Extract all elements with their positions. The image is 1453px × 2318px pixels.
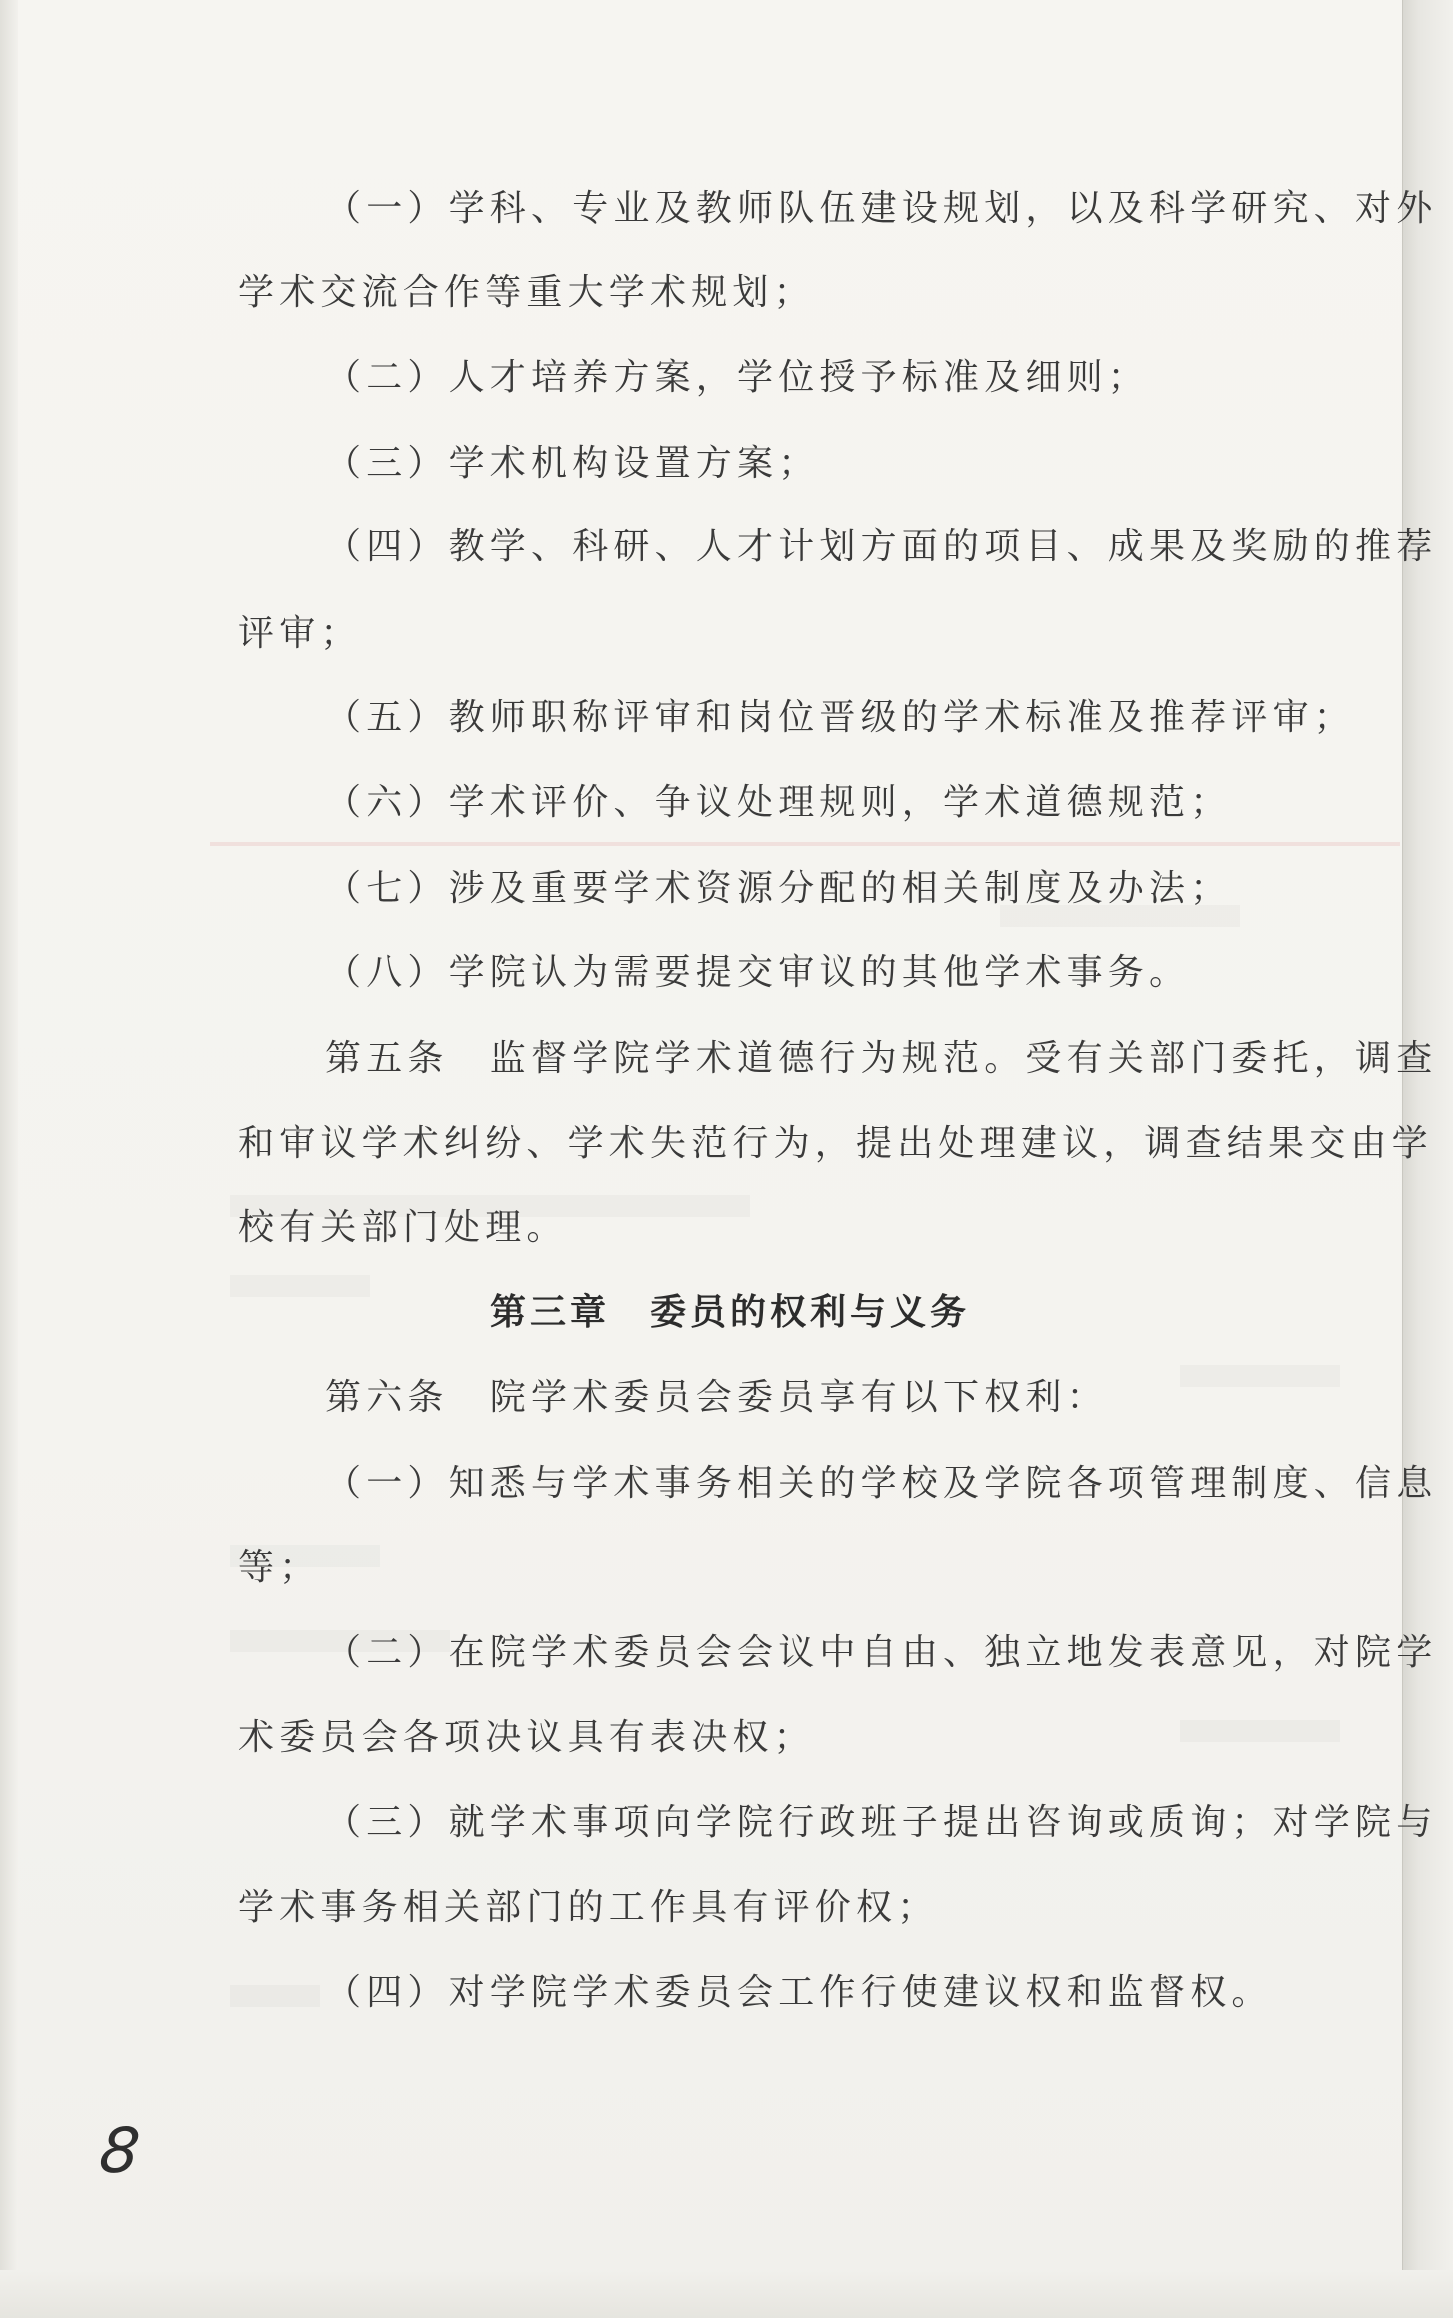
paragraph-line-5: （四）教学、科研、人才计划方面的项目、成果及奖励的推荐 [325,526,1438,567]
article-6-line-1: 第六条 院学术委员会委员享有以下权利： [325,1377,1108,1418]
article-5-line-3: 校有关部门处理。 [238,1207,568,1248]
article-5-line-1: 第五条 监督学院学术道德行为规范。受有关部门委托，调查 [325,1038,1438,1079]
paragraph-line-6: 评审； [238,613,362,654]
article-6-item-2-line-1: （二）在院学术委员会会议中自由、独立地发表意见，对院学 [325,1632,1438,1673]
article-5-line-2: 和审议学术纠纷、学术失范行为，提出处理建议，调查结果交由学 [238,1123,1433,1164]
paragraph-line-4: （三）学术机构设置方案； [325,443,820,484]
article-6-item-3-line-2: 学术事务相关部门的工作具有评价权； [238,1887,939,1928]
article-6-item-1-line-2: 等； [238,1547,321,1588]
paragraph-line-3: （二）人才培养方案，学位授予标准及细则； [325,357,1150,398]
paragraph-line-7: （五）教师职称评审和岗位晋级的学术标准及推荐评审； [325,697,1356,738]
paragraph-line-1: （一）学科、专业及教师队伍建设规划，以及科学研究、对外 [325,188,1438,229]
article-6-item-2-line-2: 术委员会各项决议具有表决权； [238,1717,815,1758]
article-6-item-1-line-1: （一）知悉与学术事务相关的学校及学院各项管理制度、信息 [325,1463,1438,1504]
paragraph-line-2: 学术交流合作等重大学术规划； [238,272,815,313]
paragraph-line-9: （七）涉及重要学术资源分配的相关制度及办法； [325,868,1232,909]
handwritten-page-number: 8 [96,2114,144,2187]
paragraph-line-10: （八）学院认为需要提交审议的其他学术事务。 [325,952,1191,993]
article-6-item-4-line-1: （四）对学院学术委员会工作行使建议权和监督权。 [325,1972,1273,2013]
chapter-heading: 第三章 委员的权利与义务 [489,1291,970,1333]
paragraph-line-8: （六）学术评价、争议处理规则，学术道德规范； [325,782,1232,823]
article-6-item-3-line-1: （三）就学术事项向学院行政班子提出咨询或质询；对学院与 [325,1802,1438,1843]
